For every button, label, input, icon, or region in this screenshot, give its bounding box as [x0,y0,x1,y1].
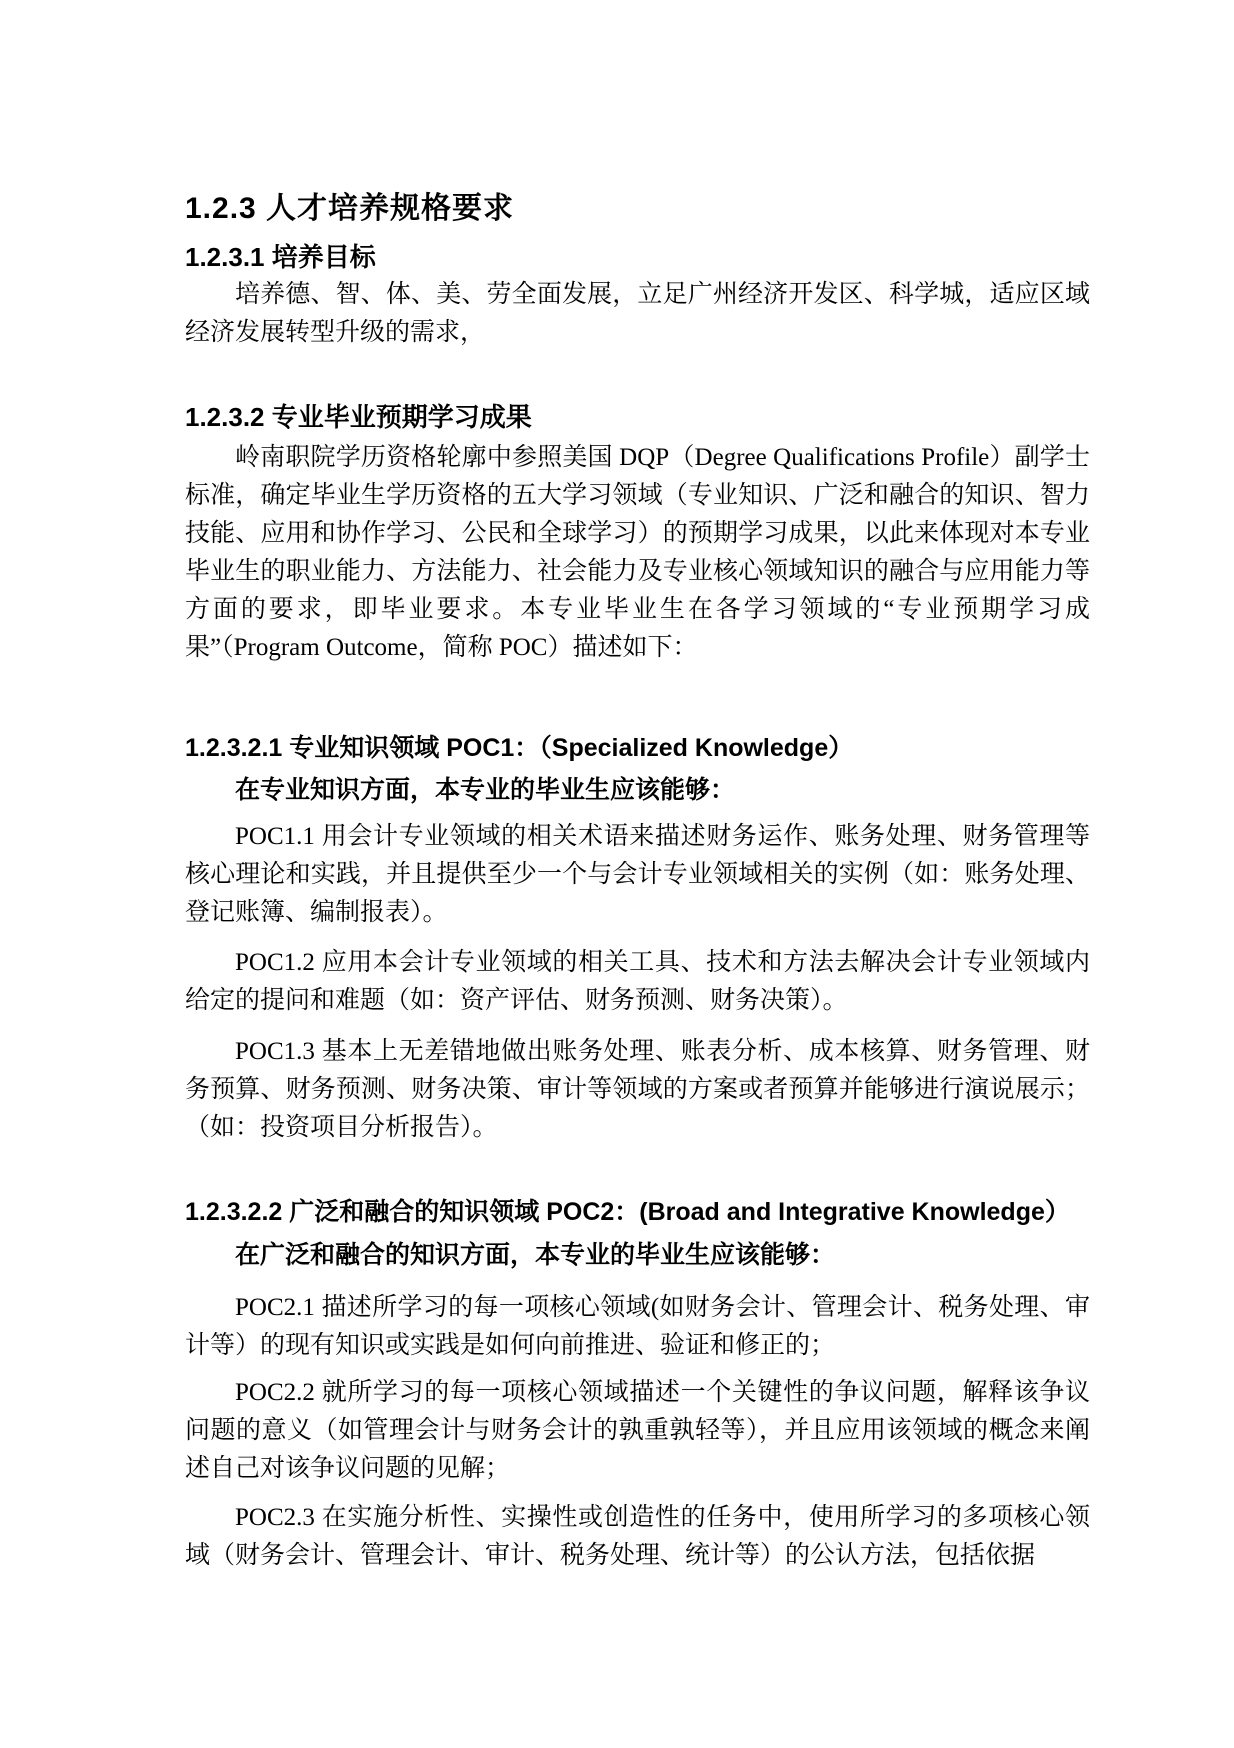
paragraph-poc1-3: POC1.3 基本上无差错地做出账务处理、账表分析、成本核算、财务管理、财务预算、财务预测、财务决策、审计等领域的方案或者预算并能够进行演说展示；（如：投资项目分析报告）。 [185,1038,1090,1141]
paragraph-training-objective: 培养德、智、体、美、劳全面发展，立足广州经济开发区、科学城，适应区域经济发展转型升级的需求， [185,281,1090,346]
section-heading-1-2-3-2-2: 1.2.3.2.2 广泛和融合的知识领域 POC2：(Broad and Integrative Knowledge） [185,1198,1070,1226]
lead-broad-integrative-knowledge: 在广泛和融合的知识方面，本专业的毕业生应该能够： [235,1241,836,1269]
section-heading-1-2-3-1: 1.2.3.1 培养目标 [185,242,376,272]
lead-specialized-knowledge: 在专业知识方面，本专业的毕业生应该能够： [235,776,736,804]
paragraph-dqp-overview: 岭南职院学历资格轮廓中参照美国 DQP（Degree Qualifications Profile）副学士标准，确定毕业生学历资格的五大学习领域（专业知识、广泛和融合的知识、智力技能、应用和协作学习、公民和全球学习）的预期学习成果，以此来体现对本专业毕业生的职业能力、方法能力、社会能力及专业核心领域知识的融合与应用能力等方面的要求，即毕业要求。本专业毕业生在各学习领域的“专业预期学习成果”（Program Outcome，简称 POC）描述如下： [185,444,1090,661]
section-heading-1-2-3: 1.2.3 人才培养规格要求 [185,192,515,225]
paragraph-poc2-1: POC2.1 描述所学习的每一项核心领域(如财务会计、管理会计、税务处理、审计等）的现有知识或实践是如何向前推进、验证和修正的； [185,1294,1090,1359]
paragraph-poc2-2: POC2.2 就所学习的每一项核心领域描述一个关键性的争议问题，解释该争议问题的意义（如管理会计与财务会计的孰重孰轻等），并且应用该领域的概念来阐述自己对该争议问题的见解； [185,1379,1090,1482]
section-heading-1-2-3-2-1: 1.2.3.2.1 专业知识领域 POC1：（Specialized Knowledge） [185,734,854,762]
section-heading-1-2-3-2: 1.2.3.2 专业毕业预期学习成果 [185,402,532,432]
paragraph-poc1-2: POC1.2 应用本会计专业领域的相关工具、技术和方法去解决会计专业领域内给定的提问和难题（如：资产评估、财务预测、财务决策）。 [185,949,1090,1014]
paragraph-poc2-3: POC2.3 在实施分析性、实操性或创造性的任务中，使用所学习的多项核心领域（财务会计、管理会计、审计、税务处理、统计等）的公认方法，包括依据 [185,1504,1090,1569]
paragraph-poc1-1: POC1.1 用会计专业领域的相关术语来描述财务运作、账务处理、财务管理等核心理论和实践，并且提供至少一个与会计专业领域相关的实例（如：账务处理、登记账簿、编制报表）。 [185,823,1090,926]
